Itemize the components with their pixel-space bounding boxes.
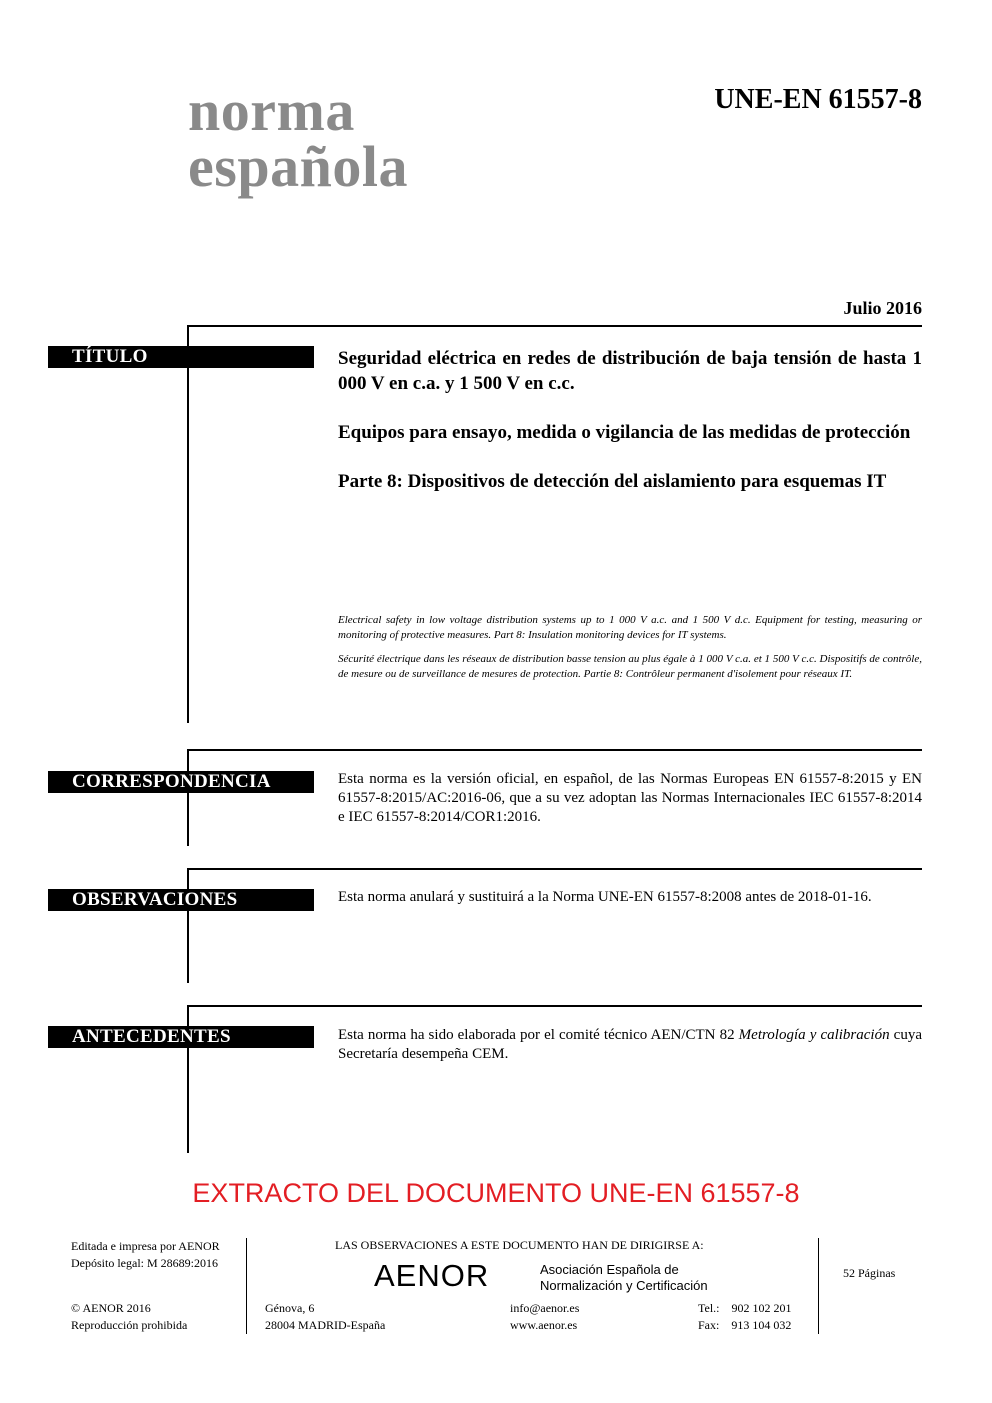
brand-line-2: española <box>188 134 408 199</box>
antecedentes-text-after: cuya Secretaría desempeña CEM. <box>338 1027 922 1062</box>
divider-correspondencia <box>187 749 922 751</box>
footer-divider-right <box>818 1238 819 1334</box>
organization-name <box>540 1262 708 1294</box>
contact-online <box>510 1300 579 1334</box>
publication-date: Julio 2016 <box>843 298 922 318</box>
committee-name: Metrología y calibración <box>738 1027 890 1043</box>
correspondencia-text: Esta norma es la versión oficial, en español, de las Normas Europeas EN 61557-8:2015 y EN 61557-8:2015/AC:2016-06, que a su vez adoptan las Normas Internacionales IEC 61557-8:2014 e IEC 61557-8:2014/COR1:2016. <box>338 771 922 825</box>
edited-by: Editada e impresa por AENOR <box>71 1239 220 1253</box>
section-label-correspondencia: CORRESPONDENCIA <box>48 771 314 793</box>
address-line-2: 28004 MADRID-España <box>265 1318 386 1332</box>
extract-notice: EXTRACTO DEL DOCUMENTO UNE-EN 61557-8 <box>192 1178 800 1208</box>
page-count: 52 Páginas <box>843 1266 896 1280</box>
tel-label: Tel.: <box>698 1301 720 1315</box>
tel-number: 902 102 201 <box>731 1301 792 1315</box>
vertical-rule-observaciones <box>187 868 189 983</box>
section-label-observaciones: OBSERVACIONES <box>48 889 314 911</box>
title-block <box>338 346 922 518</box>
aenor-logo: AENOR <box>374 1258 490 1293</box>
organization-name-line-2: Normalización y Certificación <box>540 1278 708 1293</box>
legal-deposit: Depósito legal: M 28689:2016 <box>71 1256 218 1270</box>
contact-phone <box>698 1300 792 1334</box>
footer-copyright-info <box>71 1300 187 1334</box>
fax-label: Fax: <box>698 1318 720 1332</box>
antecedentes-text <box>338 1026 922 1064</box>
brand-line-1: norma <box>188 78 355 143</box>
address-line-1: Génova, 6 <box>265 1301 315 1315</box>
brand-title <box>188 78 408 199</box>
antecedentes-text-before: Esta norma ha sido elaborada por el comité técnico AEN/CTN 82 <box>338 1027 739 1043</box>
standard-code: UNE-EN 61557-8 <box>714 84 922 115</box>
section-label-antecedentes: ANTECEDENTES <box>48 1026 314 1048</box>
observaciones-text: Esta norma anulará y sustituirá a la Norma UNE-EN 61557-8:2008 antes de 2018-01-16. <box>338 889 872 905</box>
reproduction-notice: Reproducción prohibida <box>71 1318 188 1332</box>
title-paragraph-2: Equipos para ensayo, medida o vigilancia de las medidas de protección <box>338 422 911 443</box>
translation-french: Sécurité électrique dans les réseaux de distribution basse tension au plus égale à 1 000 V c.a. et 1 500 V c.c. Dispositifs de contrôle, de mesure ou de surveillance de mesures de protection. Partie 8: Contrôleur permanent d'isolement pour réseaux IT. <box>338 653 922 680</box>
title-translations <box>338 613 922 691</box>
vertical-rule-correspondencia <box>187 749 189 846</box>
organization-name-line-1: Asociación Española de <box>540 1262 679 1277</box>
title-paragraph-3: Parte 8: Dispositivos de detección del aislamiento para esquemas IT <box>338 471 887 492</box>
copyright: © AENOR 2016 <box>71 1301 151 1315</box>
footer-divider-left <box>246 1238 247 1334</box>
section-label-titulo: TÍTULO <box>48 346 314 368</box>
footer-edition-info <box>71 1238 220 1272</box>
vertical-rule-titulo <box>187 325 189 723</box>
divider-titulo <box>187 325 922 327</box>
title-paragraph-1: Seguridad eléctrica en redes de distribución de baja tensión de hasta 1 000 V en c.a. y 1 500 V en c.c. <box>338 348 922 394</box>
divider-observaciones <box>187 868 922 870</box>
email: info@aenor.es <box>510 1301 580 1315</box>
fax-number: 913 104 032 <box>731 1318 792 1332</box>
address <box>265 1300 385 1334</box>
website: www.aenor.es <box>510 1318 578 1332</box>
divider-antecedentes <box>187 1005 922 1007</box>
translation-english: Electrical safety in low voltage distribution systems up to 1 000 V a.c. and 1 500 V d.c. Equipment for testing, measuring or monitoring of protective measures. Part 8: Insulation monitoring devices for IT systems. <box>338 614 922 641</box>
observations-notice: LAS OBSERVACIONES A ESTE DOCUMENTO HAN DE DIRIGIRSE A: <box>335 1238 704 1252</box>
